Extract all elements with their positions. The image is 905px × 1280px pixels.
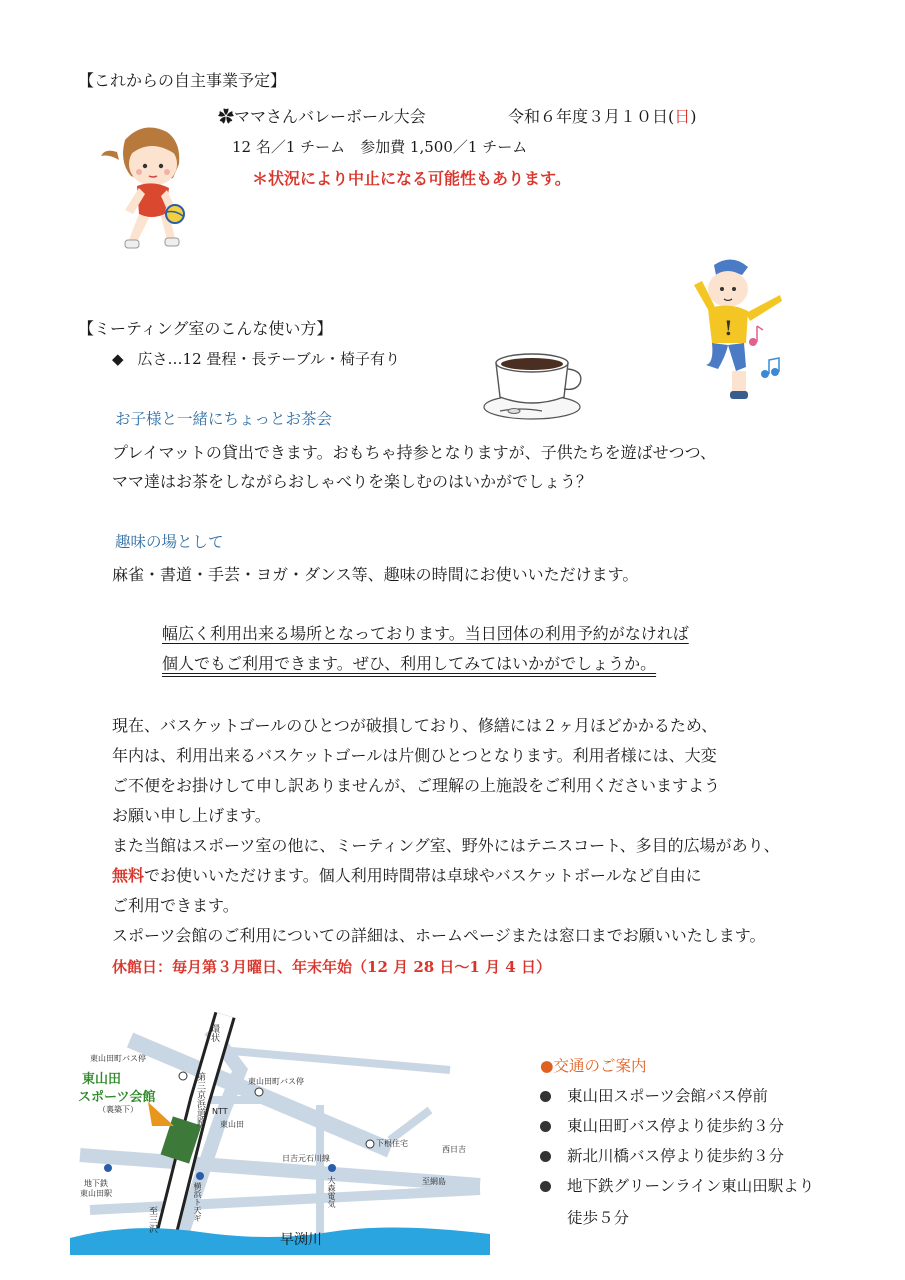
notice-line6-rest: でお使いいただけます。個人利用時間帯は卓球やバスケットボールなど自由に	[144, 866, 702, 885]
svg-text:!: !	[724, 316, 733, 340]
room-size-line	[112, 348, 400, 369]
event-cancel-note: ＊状況により中止になる可能性もあります。	[252, 169, 571, 188]
map-facility-sub: （裏築下）	[98, 1105, 138, 1114]
access-item-4-continued: 徒歩５分	[567, 1209, 630, 1227]
free-label: 無料	[112, 866, 145, 885]
event-date-prefix: 令和６年度３月１０日(	[508, 107, 675, 126]
music-note-icon	[745, 320, 785, 380]
event-title: ✿ママさんバレーボール大会	[218, 107, 426, 126]
diamond-bullet-icon: ◆	[112, 350, 124, 368]
notice-line2: 年内は、利用出来るバスケットゴールは片側ひとつとなります。利用者様には、大変	[112, 746, 717, 765]
access-title: ●交通のご案内	[540, 1057, 647, 1075]
map-label-bus-stop-2: 東山田町バス停	[248, 1077, 304, 1086]
map-label-kitayama: 至三沢	[147, 1206, 157, 1233]
notice-line3: ご不便をお掛けして申し訳ありませんが、ご理解の上施設をご利用くださいますよう	[112, 776, 721, 795]
subsection-title-tea: お子様と一緒にちょっとお茶会	[115, 410, 333, 428]
tea-text-line2: ママ達はお茶をしながらおしゃべりを楽しむのはいかがでしょう？	[112, 472, 593, 491]
event-team-info: 12 名／1 チーム 参加費 1,500／1 チーム	[232, 138, 528, 156]
bullet-dot-icon	[540, 1151, 551, 1162]
event-date	[508, 104, 697, 127]
map-label-kanjo: 環状	[209, 1024, 219, 1042]
notice-line4: お願い申し上げます。	[112, 806, 271, 825]
notice-line5: また当館はスポーツ室の他に、ミーティング室、野外にはテニスコート、多目的広場があり、	[112, 836, 780, 855]
highlight-line2	[162, 651, 656, 674]
event-date-suffix: )	[690, 107, 697, 126]
tea-text-line1: プレイマットの貸出できます。おもちゃ持参となりますが、子供たちを遊ばせつつ、	[112, 443, 717, 462]
map-label-subway-station: 東山田駅	[80, 1189, 112, 1198]
map-facility-name-2: スポーツ会館	[78, 1090, 156, 1105]
closed-days: 休館日：毎月第３月曜日、年末年始（12 月 28 日～1 月 4 日）	[112, 958, 551, 976]
subsection-title-hobby: 趣味の場として	[115, 533, 224, 551]
room-size-text: 広さ…12 畳程・長テーブル・椅子有り	[137, 350, 401, 368]
bullet-dot-icon	[540, 1091, 551, 1102]
access-item-3	[540, 1144, 784, 1166]
map-label-river: 早渕川	[280, 1232, 322, 1248]
bullet-dot-icon	[540, 1181, 551, 1192]
map-label-ntt: NTT	[212, 1107, 228, 1116]
map-label-shimo-juutaku: 下根住宅	[376, 1139, 408, 1148]
section-heading-events: 【これからの自主事業予定】	[78, 71, 287, 90]
map-label-3keihin: 第三京浜道路	[195, 1072, 205, 1126]
access-item-2-text: 東山田町バス停より徒歩約３分	[567, 1117, 785, 1135]
hobby-text-line1: 麻雀・書道・手芸・ヨガ・ダンス等、趣味の時間にお使いいただけます。	[112, 565, 639, 584]
volleyball-girl-illustration	[95, 118, 205, 258]
notice-line6	[112, 863, 702, 886]
coffee-cup-illustration	[480, 345, 590, 425]
access-item-4	[540, 1174, 814, 1196]
access-map	[70, 1010, 490, 1260]
section-heading-meeting: 【ミーティング室のこんな使い方】	[78, 319, 333, 338]
access-item-3-text: 新北川橋バス停より徒歩約３分	[567, 1147, 785, 1165]
notice-line8: スポーツ会館のご利用についての詳細は、ホームページまたは窓口までお願いいたします。	[112, 926, 766, 945]
highlight-line1: 幅広く利用出来る場所となっております。当日団体の利用予約がなければ	[162, 624, 689, 643]
map-label-kobetsu: 横浜ト天ギ	[193, 1182, 202, 1222]
map-label-shioi: 至網島	[422, 1177, 446, 1186]
map-label-subway: 地下鉄	[84, 1179, 108, 1188]
access-item-2	[540, 1114, 784, 1136]
map-label-bus-stop-1: 東山田町バス停	[90, 1054, 146, 1063]
access-item-4-text: 地下鉄グリーンライン東山田駅より	[567, 1177, 815, 1195]
notice-line7: ご利用できます。	[112, 896, 239, 915]
notice-line1: 現在、バスケットゴールのひとつが破損しており、修繕には２ヶ月ほどかかるため、	[112, 716, 718, 735]
event-date-day: 日	[674, 107, 691, 126]
map-facility-name-1: 東山田	[82, 1072, 122, 1087]
map-label-ntt-sub: 東山田	[220, 1120, 244, 1129]
map-label-nishi: 西日吉	[442, 1145, 466, 1154]
map-label-daishin: 大森電気	[327, 1176, 336, 1208]
map-label-hiyoshi-road: 日吉元石川線	[282, 1154, 330, 1163]
access-item-1-text: 東山田スポーツ会館バス停前	[567, 1087, 768, 1105]
access-item-1	[540, 1084, 768, 1106]
highlight-line2-text: 個人でもご利用できます。ぜひ、利用してみてはいかがでしょうか。	[162, 654, 657, 673]
bullet-dot-icon	[540, 1121, 551, 1132]
